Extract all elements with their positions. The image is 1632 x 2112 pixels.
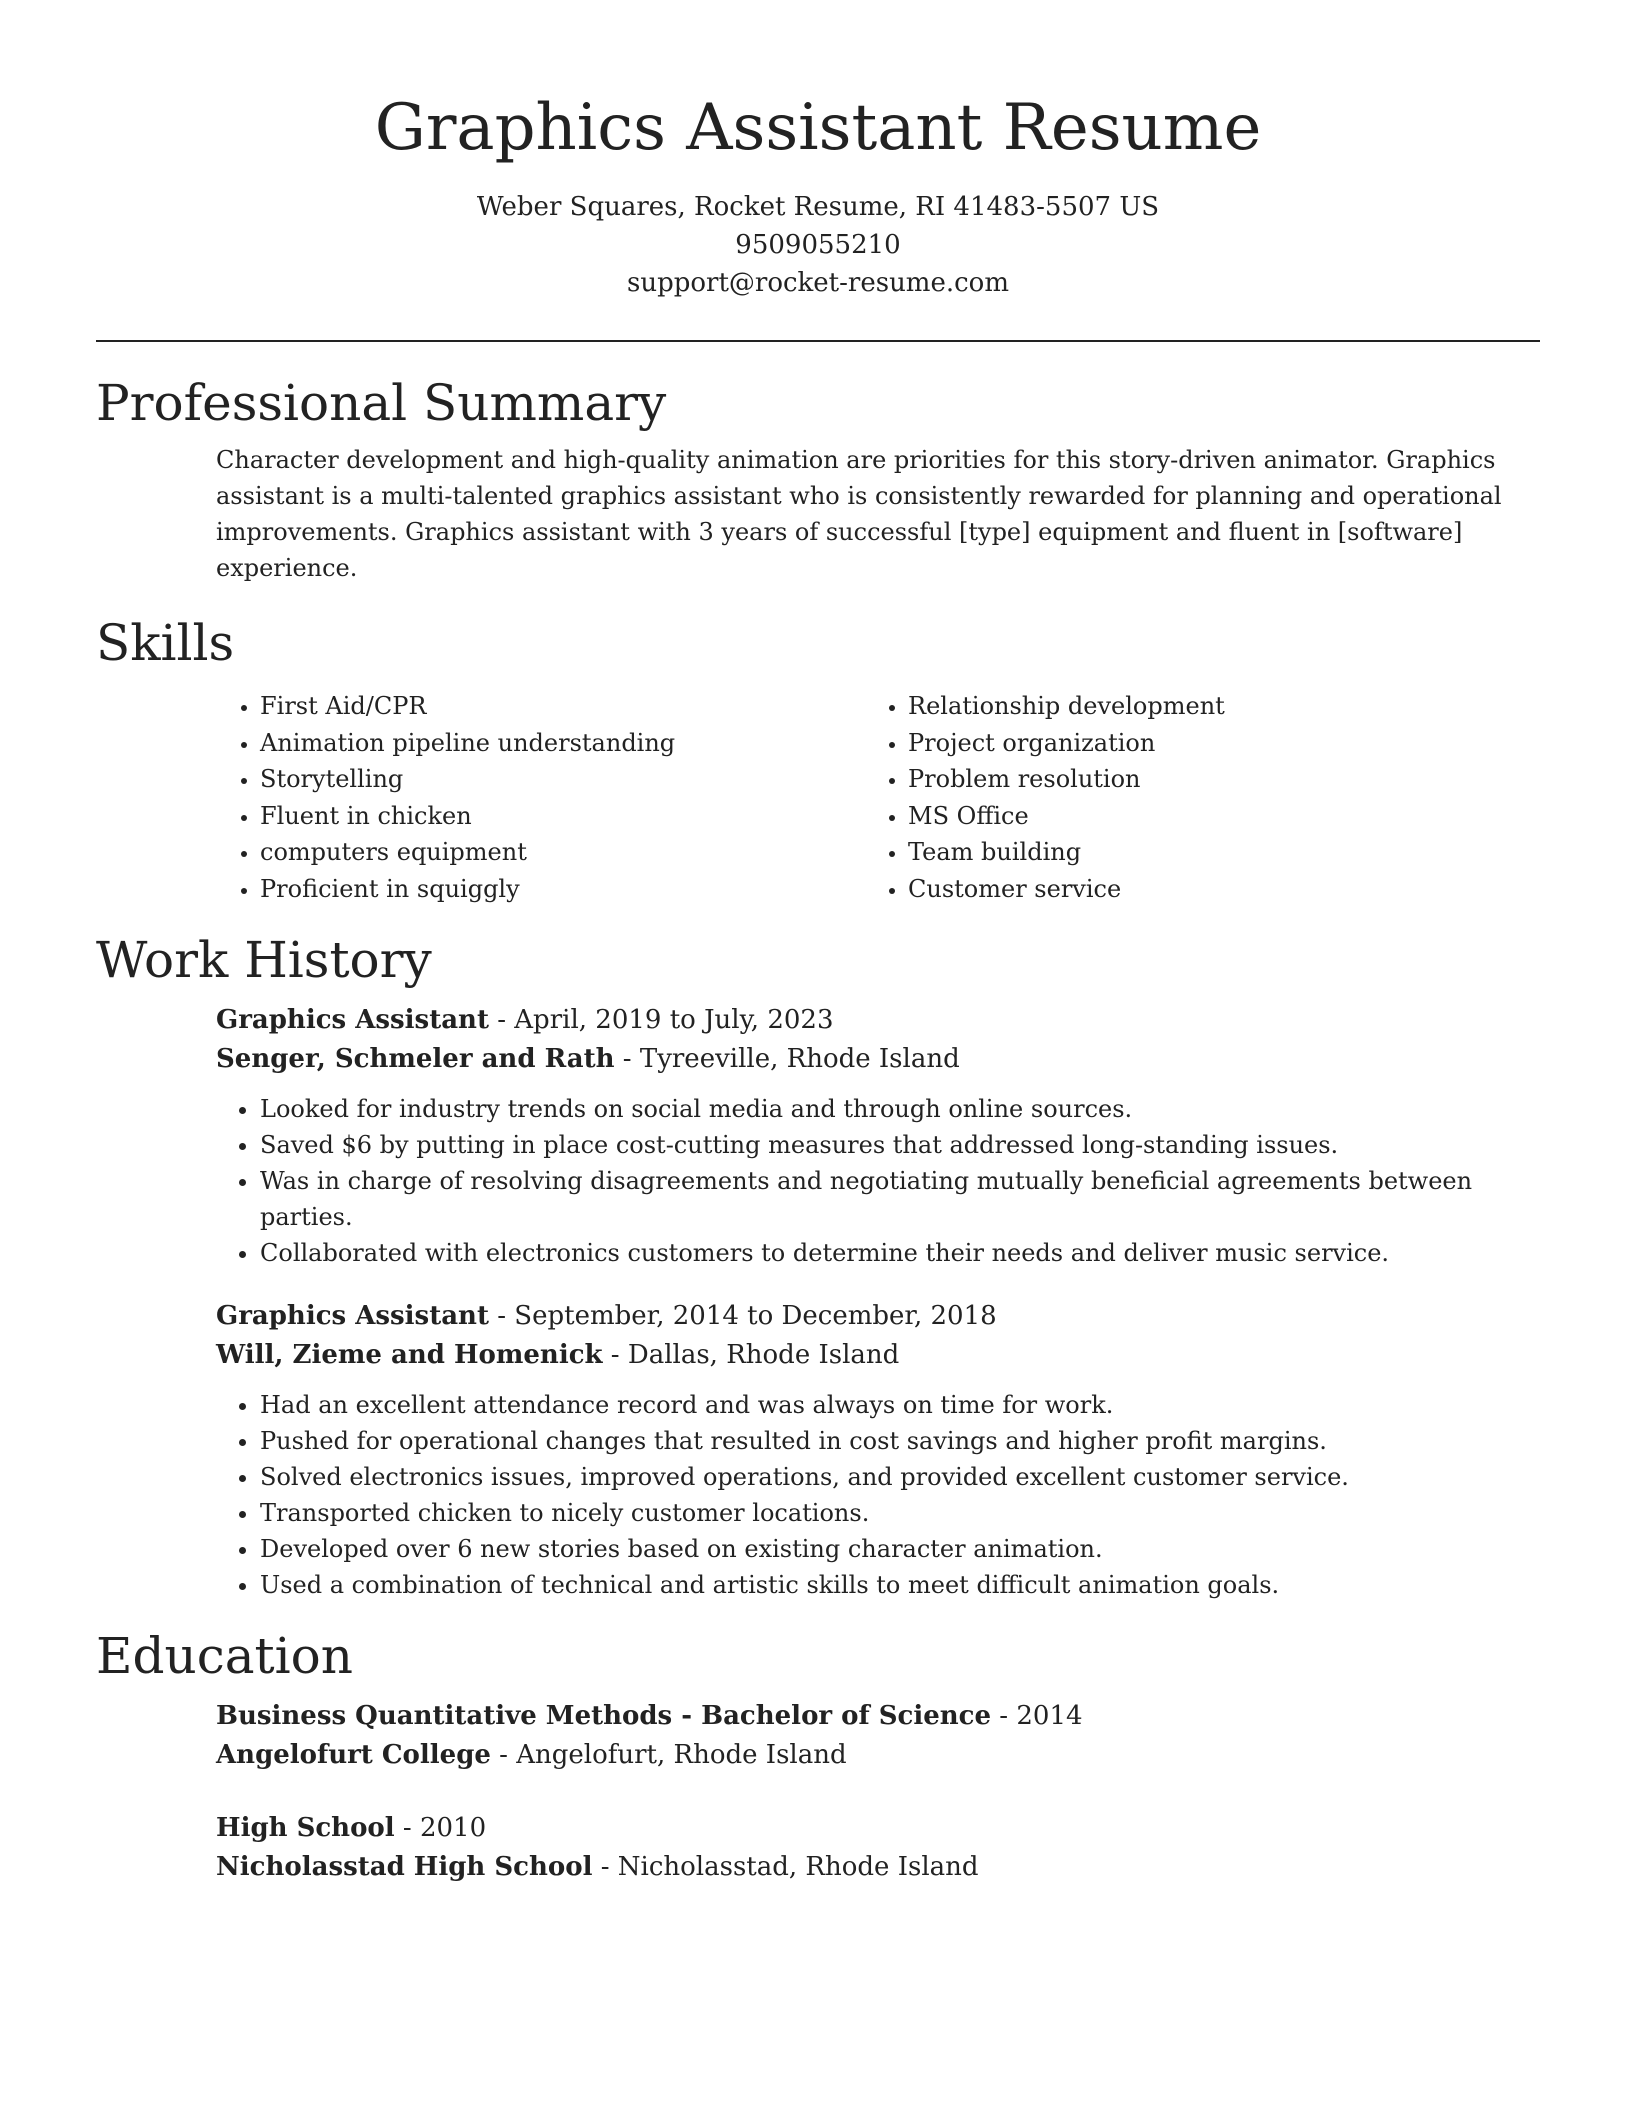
list-item: • Problem resolution — [908, 761, 1512, 798]
job-bullets — [216, 1387, 1536, 1603]
list-item: • Had an excellent attendance record and was always on time for work. — [260, 1387, 1536, 1423]
list-item: • Used a combination of technical and artistic skills to meet difficult animation goals. — [260, 1567, 1536, 1603]
resume-page — [96, 0, 1540, 1887]
header-divider — [96, 340, 1540, 342]
education-entry — [216, 1809, 1540, 1887]
phone: 9509055210 — [735, 230, 901, 260]
job-title-line — [216, 1297, 1540, 1336]
job-bullets — [216, 1091, 1536, 1271]
education-year: - 2010 — [394, 1813, 487, 1843]
job-title-line — [216, 1001, 1540, 1040]
contact-info — [96, 188, 1540, 302]
summary-text: Character development and high-quality animation are priorities for this story-driven animator. Graphics assistant is a multi-talented graphics assistant who is consistently rewarded for planning and operational improvements. Graphics assistant with 3 years of successful [type] equipment and fluent in [software] experience. — [216, 446, 1502, 582]
list-item: • MS Office — [908, 798, 1512, 835]
list-item: • Project organization — [908, 725, 1512, 762]
list-item: • Transported chicken to nicely customer locations. — [260, 1495, 1536, 1531]
list-item: • Solved electronics issues, improved operations, and provided excellent customer service. — [260, 1459, 1536, 1495]
education-heading: Education — [96, 1627, 353, 1685]
education-section — [96, 1625, 1540, 1887]
job-title: Graphics Assistant — [216, 1005, 489, 1035]
email: support@rocket-resume.com — [626, 268, 1009, 298]
work-heading: Work History — [96, 931, 432, 989]
work-section — [96, 929, 1540, 1603]
education-degree-line — [216, 1697, 1540, 1736]
list-item: • Fluent in chicken — [260, 798, 864, 835]
skills-list — [216, 688, 1540, 907]
job-company-line — [216, 1336, 1540, 1375]
job-title: Graphics Assistant — [216, 1301, 489, 1331]
education-school: Nicholasstad High School — [216, 1852, 593, 1882]
job-dates: - April, 2019 to July, 2023 — [488, 1005, 834, 1035]
education-school-line — [216, 1848, 1540, 1887]
job-company: Will, Zieme and Homenick — [216, 1340, 603, 1370]
education-location: - Nicholasstad, Rhode Island — [592, 1852, 979, 1882]
list-item: • Storytelling — [260, 761, 864, 798]
skills-column-right — [864, 688, 1512, 907]
job-entry — [216, 1001, 1540, 1271]
summary-section — [96, 372, 1540, 586]
skills-section — [96, 612, 1540, 907]
list-item: • Saved $6 by putting in place cost-cutting measures that addressed long-standing issues. — [260, 1127, 1536, 1163]
education-school: Angelofurt College — [216, 1740, 491, 1770]
job-company: Senger, Schmeler and Rath — [216, 1044, 615, 1074]
resume-header — [96, 0, 1540, 302]
page-title: Graphics Assistant Resume — [374, 91, 1262, 165]
job-company-line — [216, 1040, 1540, 1079]
list-item: • Was in charge of resolving disagreements and negotiating mutually beneficial agreements between parties. — [260, 1163, 1536, 1235]
list-item: • computers equipment — [260, 834, 864, 871]
list-item: • Relationship development — [908, 688, 1512, 725]
list-item: • Collaborated with electronics customers to determine their needs and deliver music service. — [260, 1235, 1536, 1271]
job-entry — [216, 1297, 1540, 1603]
list-item: • Animation pipeline understanding — [260, 725, 864, 762]
education-degree: High School — [216, 1813, 395, 1843]
job-location: - Tyreeville, Rhode Island — [614, 1044, 960, 1074]
education-school-line — [216, 1736, 1540, 1775]
list-item: • Customer service — [908, 871, 1512, 908]
list-item: • Proficient in squiggly — [260, 871, 864, 908]
list-item: • Looked for industry trends on social media and through online sources. — [260, 1091, 1536, 1127]
skills-column-left — [216, 688, 864, 907]
list-item: • Developed over 6 new stories based on existing character animation. — [260, 1531, 1536, 1567]
education-year: - 2014 — [991, 1701, 1083, 1731]
education-location: - Angelofurt, Rhode Island — [490, 1740, 847, 1770]
education-entry — [216, 1697, 1540, 1775]
summary-heading: Professional Summary — [96, 374, 667, 432]
job-dates: - September, 2014 to December, 2018 — [488, 1301, 997, 1331]
list-item: • Pushed for operational changes that resulted in cost savings and higher profit margins. — [260, 1423, 1536, 1459]
address: Weber Squares, Rocket Resume, RI 41483-5507 US — [476, 192, 1160, 222]
education-degree: Business Quantitative Methods - Bachelor of Science — [216, 1701, 992, 1731]
list-item: • Team building — [908, 834, 1512, 871]
job-location: - Dallas, Rhode Island — [602, 1340, 900, 1370]
list-item: • First Aid/CPR — [260, 688, 864, 725]
education-degree-line — [216, 1809, 1540, 1848]
skills-heading: Skills — [96, 614, 235, 672]
